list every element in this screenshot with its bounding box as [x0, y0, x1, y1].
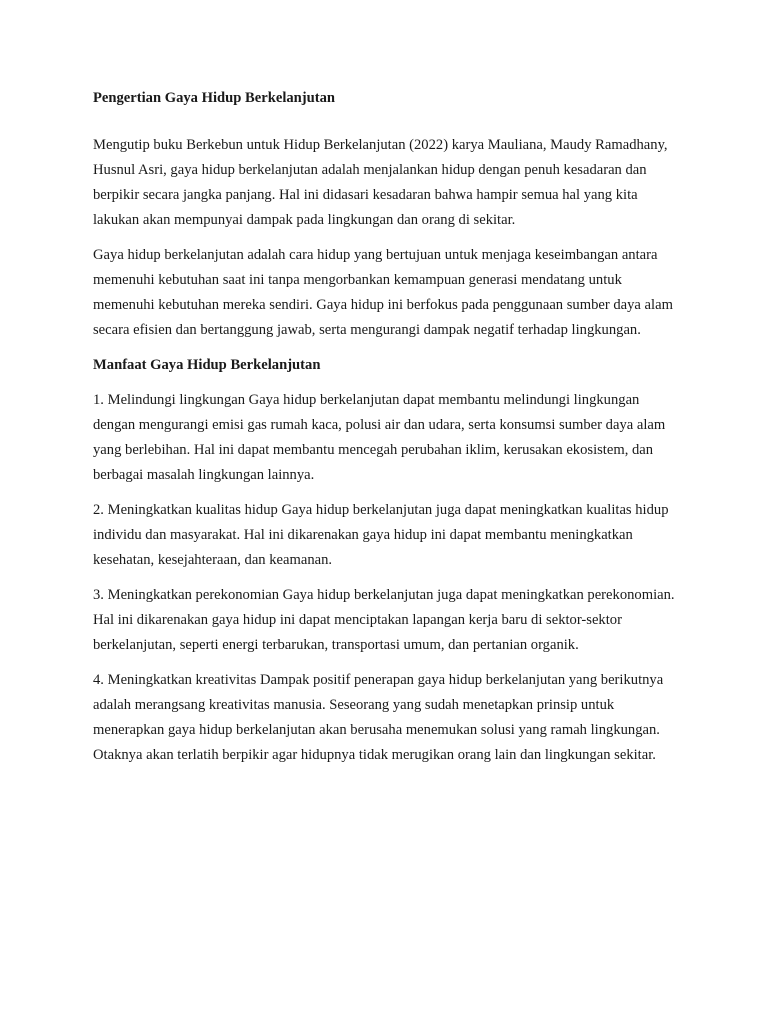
document-body: [93, 86, 683, 778]
paragraph-definition-2: Gaya hidup berkelanjutan adalah cara hidup yang bertujuan untuk menjaga keseimbangan antara memenuhi kebutuhan saat ini tanpa mengorbankan kemampuan generasi mendatang untuk memenuhi kebutuhan mereka sendiri. Gaya hidup ini berfokus pada penggunaan sumber daya alam secara efisien dan bertanggung jawab, serta mengurangi dampak negatif terhadap lingkungan.: [93, 247, 673, 338]
paragraph-definition-1: Mengutip buku Berkebun untuk Hidup Berkelanjutan (2022) karya Mauliana, Maudy Ramadhany, Husnul Asri, gaya hidup berkelanjutan adalah menjalankan hidup dengan penuh kesadaran dan berpikir secara jangka panjang. Hal ini didasari kesadaran bahwa hampir semua hal yang kita lakukan akan mempunyai dampak pada lingkungan dan orang di sekitar.: [93, 137, 668, 228]
benefit-item-4: 4. Meningkatkan kreativitas Dampak positif penerapan gaya hidup berkelanjutan yang berikutnya adalah merangsang kreativitas manusia. Seseorang yang sudah menetapkan prinsip untuk menerapkan gaya hidup berkelanjutan akan berusaha menemukan solusi yang ramah lingkungan. Otaknya akan terlatih berpikir agar hidupnya tidak merugikan orang lain dan lingkungan sekitar.: [93, 672, 664, 763]
benefit-item-1: 1. Melindungi lingkungan Gaya hidup berkelanjutan dapat membantu melindungi lingkungan dengan mengurangi emisi gas rumah kaca, polusi air dan udara, serta konsumsi sumber daya alam yang berlebihan. Hal ini dapat membantu mencegah perubahan iklim, kerusakan ekosistem, dan berbagai masalah lingkungan lainnya.: [93, 392, 666, 483]
section-heading-definition: Pengertian Gaya Hidup Berkelanjutan: [93, 90, 336, 106]
benefit-item-3: 3. Meningkatkan perekonomian Gaya hidup berkelanjutan juga dapat meningkatkan perekonomian. Hal ini dikarenakan gaya hidup ini dapat menciptakan lapangan kerja baru di sektor-sektor berkelanjutan, seperti energi terbarukan, transportasi umum, dan pertanian organik.: [93, 587, 675, 653]
section-heading-benefits: Manfaat Gaya Hidup Berkelanjutan: [93, 357, 321, 373]
benefit-item-2: 2. Meningkatkan kualitas hidup Gaya hidup berkelanjutan juga dapat meningkatkan kualitas hidup individu dan masyarakat. Hal ini dikarenakan gaya hidup ini dapat membantu meningkatkan kesehatan, kesejahteraan, dan keamanan.: [93, 502, 669, 568]
